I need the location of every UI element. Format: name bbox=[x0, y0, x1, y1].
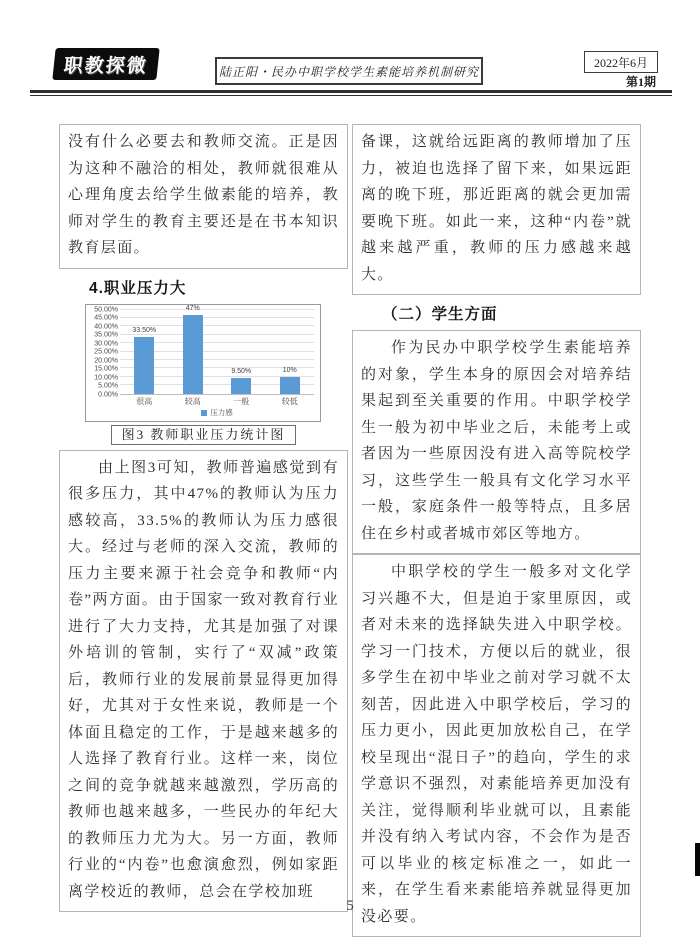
scan-edge-mark bbox=[695, 843, 700, 876]
header-rule-thick bbox=[30, 90, 672, 93]
issue-date: 2022年6月 bbox=[584, 51, 658, 73]
x-tick-label: 一般 bbox=[233, 396, 250, 406]
bar-value-label: 10% bbox=[282, 366, 297, 374]
paragraph-student-background: 作为民办中职学校学生素能培养的对象，学生本身的原因会对培养结果起到至关重要的作用。中职学校学生一般为初中毕业之后，未能考上或者因为一些原因没有进入高等院校学习，这些学生一般具有文化学习水平一般，家庭条件一般等特点，且多居住在乡村或者城市郊区等地方。 bbox=[352, 330, 641, 554]
y-tick-label: 0.00% bbox=[98, 391, 118, 398]
issue-number: 第1期 bbox=[625, 75, 656, 89]
bar-一般 bbox=[231, 378, 251, 394]
section-heading-job-pressure: 4.职业压力大 bbox=[89, 279, 187, 297]
y-tick-label: 40.00% bbox=[94, 323, 118, 330]
bar-很高 bbox=[134, 337, 154, 393]
figure-caption: 图3 教师职业压力统计图 bbox=[111, 425, 297, 445]
paragraph-pressure-analysis: 由上图3可知，教师普遍感觉到有很多压力，其中47%的教师认为压力感较高，33.5%的教师认为压力感很大。经过与老师的深入交流，教师的压力主要来源于社会竞争和教师“内卷”两方面。由于国家一致对教育行业进行了大力支持，尤其是加强了对课外培训的管制，实行了“双减”政策后，教师行业的发展前景显得更加得好，尤其对于女性来说，教师是一个体面且稳定的工作，于是越来越多的人选择了教育行业。这样一来，岗位之间的竞争就越来越激烈，学历高的教师也越来越多，一些民办的年纪大的教师压力尤为大。另一方面，教师行业的“内卷”也愈演愈烈，例如家距离学校近的教师，总会在学校加班 bbox=[59, 450, 348, 913]
chart-x-axis-labels bbox=[120, 395, 314, 408]
x-tick-label: 较低 bbox=[281, 396, 298, 406]
x-tick-label: 较高 bbox=[184, 396, 201, 406]
chart-plot-area bbox=[120, 304, 314, 395]
paragraph-student-attitude: 中职学校的学生一般多对文化学习兴趣不大，但是迫于家里原因，或者对未来的选择缺失进入中职学校。学习一门技术，方便以后的就业，很多学生在初中毕业之前对学习就不太刻苦，因此进入中职学校后，学习的压力更小，因此更加放松自己，在学校呈现出“混日子”的趋向，学生的求学意识不强烈，对素能培养更加没有关注，觉得顺利毕业就可以，且素能并没有纳入考试内容，不会作为是否可以毕业的核定标准之一，如此一来，在学生看来素能培养就显得更加没必要。 bbox=[352, 554, 641, 937]
paragraph-teacher-communication: 没有什么必要去和教师交流。正是因为这种不融洽的相处，教师就很难从心理角度去给学生做素能的培养，教师对学生的教育主要还是在书本知识教育层面。 bbox=[59, 124, 348, 269]
y-tick-label: 20.00% bbox=[94, 357, 118, 364]
y-tick-label: 5.00% bbox=[98, 382, 118, 390]
legend-swatch-icon bbox=[201, 410, 207, 416]
right-column bbox=[352, 124, 641, 937]
section-heading-students: （二）学生方面 bbox=[382, 306, 498, 323]
y-tick-label: 10.00% bbox=[94, 374, 118, 381]
y-tick-label: 25.00% bbox=[94, 348, 118, 356]
running-head-title: 陆正阳・民办中职学校学生素能培养机制研究 bbox=[215, 57, 483, 85]
x-tick-label: 很高 bbox=[136, 396, 153, 406]
left-column bbox=[59, 124, 348, 912]
chart-legend bbox=[120, 408, 314, 419]
bar-value-label: 33.50% bbox=[132, 327, 157, 335]
y-tick-label: 50.00% bbox=[94, 306, 118, 313]
bar-较高 bbox=[183, 315, 203, 394]
gridline bbox=[120, 317, 314, 318]
page-number: 5 bbox=[346, 898, 354, 914]
gridline bbox=[120, 309, 314, 310]
y-tick-label: 35.00% bbox=[94, 331, 118, 339]
journal-logo: 职教探微 bbox=[52, 48, 159, 80]
bar-value-label: 47% bbox=[185, 304, 200, 312]
bar-较低 bbox=[280, 377, 300, 394]
legend-label: 压力感 bbox=[210, 408, 233, 417]
paragraph-overtime-involution: 备课，这就给远距离的教师增加了压力，被迫也选择了留下来，如果远距离的晚下班，那近距离的就会更加需要晚下班。如此一来，这种“内卷”就越来越严重，教师的压力感越来越大。 bbox=[352, 124, 641, 295]
y-tick-label: 30.00% bbox=[94, 340, 118, 347]
y-tick-label: 45.00% bbox=[94, 314, 118, 322]
bar-chart-teacher-pressure bbox=[85, 304, 321, 422]
header-rule-thin bbox=[30, 95, 672, 96]
y-tick-label: 15.00% bbox=[94, 365, 118, 373]
chart-y-axis-labels bbox=[90, 306, 120, 398]
gridline bbox=[120, 325, 314, 326]
bar-value-label: 9.50% bbox=[231, 367, 252, 375]
chart-plot-area-wrap bbox=[90, 304, 314, 398]
